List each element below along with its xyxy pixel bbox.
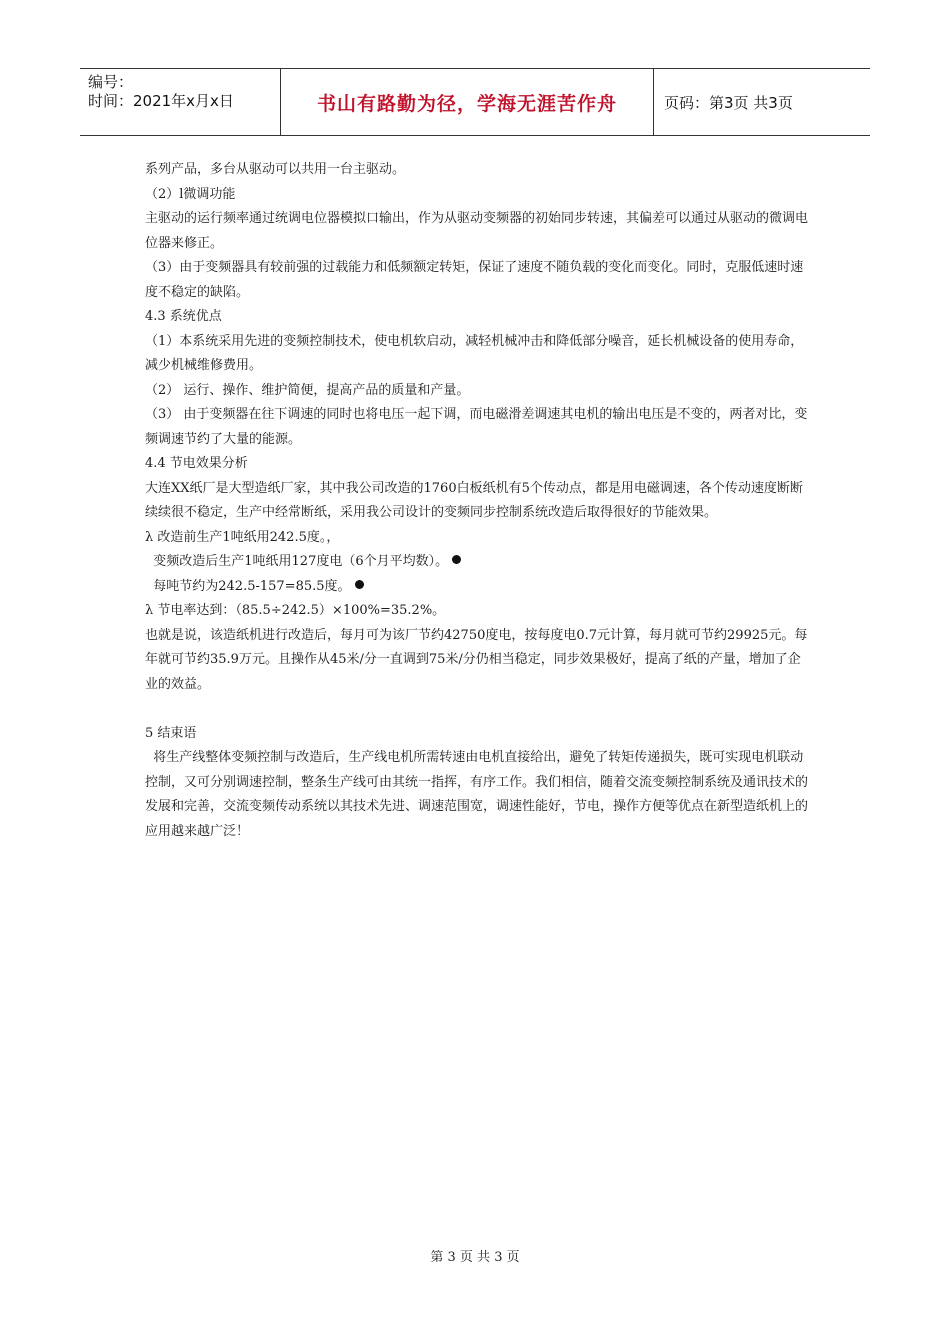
document-body [145, 158, 813, 844]
bullet-line-text: 每吨节约为242.5-157=85.5度。 [145, 578, 351, 594]
page-header [80, 68, 870, 136]
page-footer: 第 3 页 共 3 页 [430, 1250, 520, 1265]
bullet-line-text: 变频改造后生产1吨纸用127度电（6个月平均数）。 [145, 554, 449, 569]
bullet-dot-icon [452, 555, 461, 564]
paragraph: 系列产品，多台从驱动可以共用一台主驱动。 [145, 162, 406, 177]
document-number-label: 编号： [88, 73, 134, 91]
blank-line [145, 697, 813, 722]
paragraph: 将生产线整体变频控制与改造后，生产线电机所需转速由电机直接给出，避免了转矩传递损失，既可实现电机联动控制，又可分别调速控制，整条生产线可由其统一指挥，有序工作。我们相信，随着交流变频控制系统及通讯技术的发展和完善，交流变频传动系统以其技术先进、调速范围宽，调速性能好，节电，操作方便等优点在新型造纸机上的应用越来越广泛！ [145, 750, 809, 839]
paragraph: 也就是说，该造纸机进行改造后，每月可为该厂节约42750度电，按每度电0.7元计算，每月就可节约29925元。每年就可节约35.9万元。且操作从45米/分一直调到75米/分仍相当稳定，同步效果极好，提高了纸的产量，增加了企业的效益。 [145, 627, 808, 692]
header-page-info: 页码：第3页 共3页 [664, 93, 793, 112]
paragraph: （3）由于变频器具有较前强的过载能力和低频额定转矩，保证了速度不随负载的变化而变化。同时，克服低速时速度不稳定的缺陷。 [145, 260, 804, 300]
paragraph: 主驱动的运行频率通过统调电位器模拟口输出，作为从驱动变频器的初始同步转速，其偏差可以通过从驱动的微调电位器来修正。 [145, 211, 809, 251]
paragraph: λ 节电率达到：（85.5÷242.5）×100%=35.2%。 [145, 603, 446, 618]
header-motto: 书山有路勤为径，学海无涯苦作舟 [316, 92, 617, 115]
document-date: 时间：2021年x月x日 [88, 92, 234, 110]
bullet-line [145, 575, 813, 600]
paragraph: λ 改造前生产1吨纸用242.5度。， [145, 529, 340, 545]
paragraph: （2） 运行、操作、维护简便，提高产品的质量和产量。 [145, 382, 470, 398]
paragraph: （3） 由于变频器在往下调速的同时也将电压一起下调，而电磁滑差调速其电机的输出电压是不变的，两者对比，变频调速节约了大量的能源。 [145, 407, 808, 447]
bullet-line [145, 550, 813, 575]
paragraph: （2）l微调功能 [145, 186, 236, 202]
section-heading: 4.4 节电效果分析 [145, 456, 248, 471]
header-motto-cell [281, 69, 654, 135]
header-meta [80, 69, 281, 135]
paragraph: 大连XX纸厂是大型造纸厂家，其中我公司改造的1760白板纸机有5个传动点，都是用电磁调速，各个传动速度断断续续很不稳定，生产中经常断纸，采用我公司设计的变频同步控制系统改造后取得很好的节能效果。 [145, 480, 803, 520]
paragraph: （1）本系统采用先进的变频控制技术，使电机软启动，减轻机械冲击和降低部分噪音，延长机械设备的使用寿命，减少机械维修费用。 [145, 333, 804, 373]
bullet-dot-icon [355, 580, 364, 589]
section-heading: 5 结束语 [145, 725, 197, 741]
header-page-cell [654, 69, 870, 135]
section-heading: 4.3 系统优点 [145, 309, 222, 324]
